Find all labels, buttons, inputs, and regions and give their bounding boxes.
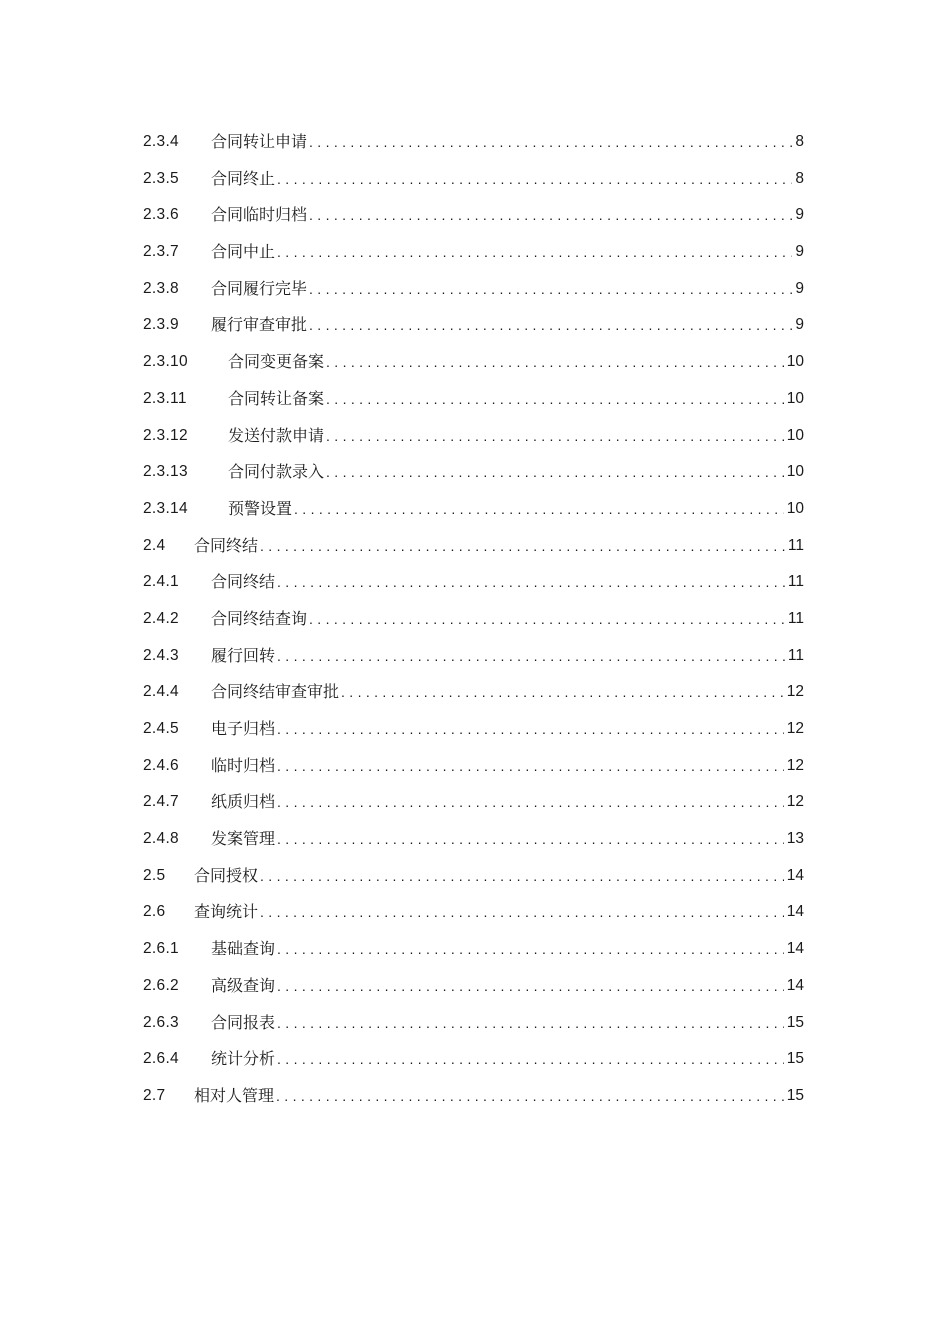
- toc-entry-number: 2.4: [143, 536, 166, 554]
- toc-entry-page: 15: [786, 1086, 804, 1104]
- toc-entry-page: 12: [786, 756, 804, 774]
- toc-entry-number: 2.3.12: [143, 426, 188, 444]
- toc-entry-number: 2.4.7: [143, 793, 179, 811]
- toc-entry-title: 合同终止: [211, 168, 276, 188]
- toc-entry-number: 2.3.5: [143, 169, 179, 187]
- toc-entry-page: 13: [786, 830, 804, 848]
- dot-leader: [277, 1005, 784, 1042]
- toc-entry-page: 14: [786, 940, 804, 958]
- toc-entry-page: 10: [786, 499, 804, 517]
- toc-entry-page: 11: [787, 573, 804, 591]
- toc-entry[interactable]: [143, 454, 804, 491]
- dot-leader: [260, 858, 784, 895]
- toc-entry-page: 10: [786, 353, 804, 371]
- toc-entry-page: 11: [787, 646, 804, 664]
- dot-leader: [326, 381, 784, 418]
- toc-entry-number: 2.7: [143, 1086, 166, 1104]
- toc-entry-title: 合同临时归档: [211, 205, 308, 225]
- toc-entry-page: 8: [795, 169, 804, 187]
- toc-entry-number: 2.4.1: [143, 573, 179, 591]
- toc-entry[interactable]: [143, 418, 804, 455]
- dot-leader: [277, 968, 784, 1005]
- toc-entry-page: 10: [786, 463, 804, 481]
- toc-entry-number: 2.6.2: [143, 976, 179, 994]
- toc-entry-title: 合同转让备案: [228, 388, 325, 408]
- toc-entry-title: 高级查询: [211, 975, 276, 995]
- toc-entry[interactable]: [143, 638, 804, 675]
- toc-entry-title: 合同终结审查审批: [211, 682, 340, 702]
- toc-entry-number: 2.4.6: [143, 756, 179, 774]
- toc-entry-number: 2.6.3: [143, 1013, 179, 1031]
- toc-entry-title: 临时归档: [211, 755, 276, 775]
- toc-entry-number: 2.3.8: [143, 279, 179, 297]
- toc-entry[interactable]: [143, 1078, 804, 1115]
- toc-entry[interactable]: [143, 711, 804, 748]
- toc-entry[interactable]: [143, 161, 804, 198]
- toc-entry-page: 8: [795, 133, 804, 150]
- toc-entry[interactable]: [143, 197, 804, 234]
- toc-entry-number: 2.3.7: [143, 243, 179, 261]
- toc-entry-page: 12: [786, 793, 804, 811]
- toc-entry[interactable]: [143, 1005, 804, 1042]
- toc-entry-page: 12: [786, 683, 804, 701]
- toc-entry[interactable]: [143, 124, 804, 161]
- toc-entry-title: 合同终结查询: [211, 608, 308, 628]
- toc-entry-number: 2.3.4: [143, 133, 179, 150]
- toc-entry[interactable]: [143, 748, 804, 785]
- dot-leader: [309, 307, 792, 344]
- toc-entry-page: 9: [795, 279, 804, 297]
- toc-entry-page: 9: [795, 316, 804, 334]
- toc-entry[interactable]: [143, 491, 804, 528]
- toc-entry[interactable]: [143, 674, 804, 711]
- dot-leader: [276, 1078, 784, 1115]
- toc-entry[interactable]: [143, 931, 804, 968]
- toc-entry-number: 2.5: [143, 866, 166, 884]
- dot-leader: [277, 1041, 784, 1078]
- dot-leader: [260, 894, 784, 931]
- toc-entry[interactable]: [143, 271, 804, 308]
- toc-entry[interactable]: [143, 344, 804, 381]
- toc-entry-title: 纸质归档: [211, 792, 276, 812]
- dot-leader: [309, 197, 792, 234]
- toc-entry-number: 2.6.1: [143, 940, 179, 958]
- toc-entry-title: 电子归档: [211, 719, 276, 738]
- dot-leader: [326, 454, 784, 491]
- dot-leader: [277, 748, 784, 785]
- toc-entry[interactable]: [143, 784, 804, 821]
- toc-entry-title: 合同授权: [194, 865, 259, 885]
- dot-leader: [309, 601, 785, 638]
- toc-entry-number: 2.4.8: [143, 830, 179, 848]
- toc-entry-page: 11: [787, 609, 804, 627]
- toc-entry-title: 发案管理: [211, 829, 276, 849]
- toc-entry-title: 合同变更备案: [228, 352, 325, 372]
- dot-leader: [277, 638, 785, 675]
- toc-entry-number: 2.3.9: [143, 316, 179, 334]
- dot-leader: [309, 124, 792, 161]
- toc-entry-title: 合同报表: [211, 1012, 276, 1032]
- toc-entry[interactable]: [143, 968, 804, 1005]
- toc-entry-title: 履行回转: [211, 645, 276, 665]
- table-of-contents: [143, 124, 804, 1115]
- toc-entry-page: 11: [787, 536, 804, 554]
- dot-leader: [294, 491, 784, 528]
- toc-entry-number: 2.4.4: [143, 683, 179, 701]
- toc-entry-page: 14: [786, 866, 804, 884]
- toc-entry-title: 发送付款申请: [228, 425, 325, 445]
- toc-entry-page: 9: [795, 206, 804, 224]
- toc-entry-page: 9: [795, 243, 804, 261]
- dot-leader: [326, 418, 784, 455]
- toc-entry-page: 10: [786, 426, 804, 444]
- toc-entry-number: 2.3.13: [143, 463, 188, 481]
- toc-entry-number: 2.3.14: [143, 499, 188, 517]
- toc-entry[interactable]: [143, 894, 804, 931]
- toc-entry[interactable]: [143, 821, 804, 858]
- toc-entry-page: 15: [786, 1013, 804, 1031]
- toc-entry-page: 10: [786, 389, 804, 407]
- toc-entry-number: 2.4.2: [143, 609, 179, 627]
- toc-entry-number: 2.3.10: [143, 353, 188, 371]
- toc-entry-title: 合同中止: [211, 242, 276, 262]
- dot-leader: [277, 931, 784, 968]
- toc-entry-number: 2.3.11: [143, 389, 187, 407]
- dot-leader: [309, 271, 792, 308]
- toc-entry[interactable]: [143, 858, 804, 895]
- toc-entry-page: 12: [786, 720, 804, 737]
- toc-entry[interactable]: [143, 528, 804, 565]
- toc-entry-page: 14: [786, 903, 804, 921]
- toc-entry-title: 履行审查审批: [211, 315, 308, 335]
- toc-entry-title: 预警设置: [228, 498, 293, 518]
- toc-entry-title: 合同付款录入: [228, 462, 325, 482]
- toc-entry-title: 合同终结: [211, 572, 276, 592]
- dot-leader: [277, 711, 784, 748]
- toc-entry[interactable]: [143, 564, 804, 601]
- dot-leader: [341, 674, 784, 711]
- dot-leader: [277, 821, 784, 858]
- dot-leader: [277, 564, 785, 601]
- toc-entry[interactable]: [143, 307, 804, 344]
- toc-entry-number: 2.6: [143, 903, 166, 921]
- toc-entry-number: 2.3.6: [143, 206, 179, 224]
- toc-entry[interactable]: [143, 1041, 804, 1078]
- toc-entry-title: 相对人管理: [194, 1085, 275, 1105]
- dot-leader: [277, 784, 784, 821]
- dot-leader: [277, 161, 792, 198]
- toc-entry-title: 查询统计: [194, 902, 259, 922]
- toc-entry[interactable]: [143, 381, 804, 418]
- toc-entry-page: 15: [786, 1050, 804, 1068]
- toc-entry-title: 基础查询: [211, 939, 276, 959]
- toc-entry-title: 合同履行完毕: [211, 278, 308, 298]
- dot-leader: [277, 234, 792, 271]
- dot-leader: [260, 528, 785, 565]
- toc-entry-page: 14: [786, 976, 804, 994]
- toc-entry-number: 2.4.3: [143, 646, 179, 664]
- dot-leader: [326, 344, 784, 381]
- toc-entry[interactable]: [143, 234, 804, 271]
- toc-entry-title: 合同转让申请: [211, 132, 308, 151]
- toc-entry-number: 2.4.5: [143, 720, 179, 737]
- toc-entry-title: 统计分析: [211, 1049, 276, 1069]
- toc-entry-number: 2.6.4: [143, 1050, 179, 1068]
- toc-entry-title: 合同终结: [194, 535, 259, 555]
- toc-entry[interactable]: [143, 601, 804, 638]
